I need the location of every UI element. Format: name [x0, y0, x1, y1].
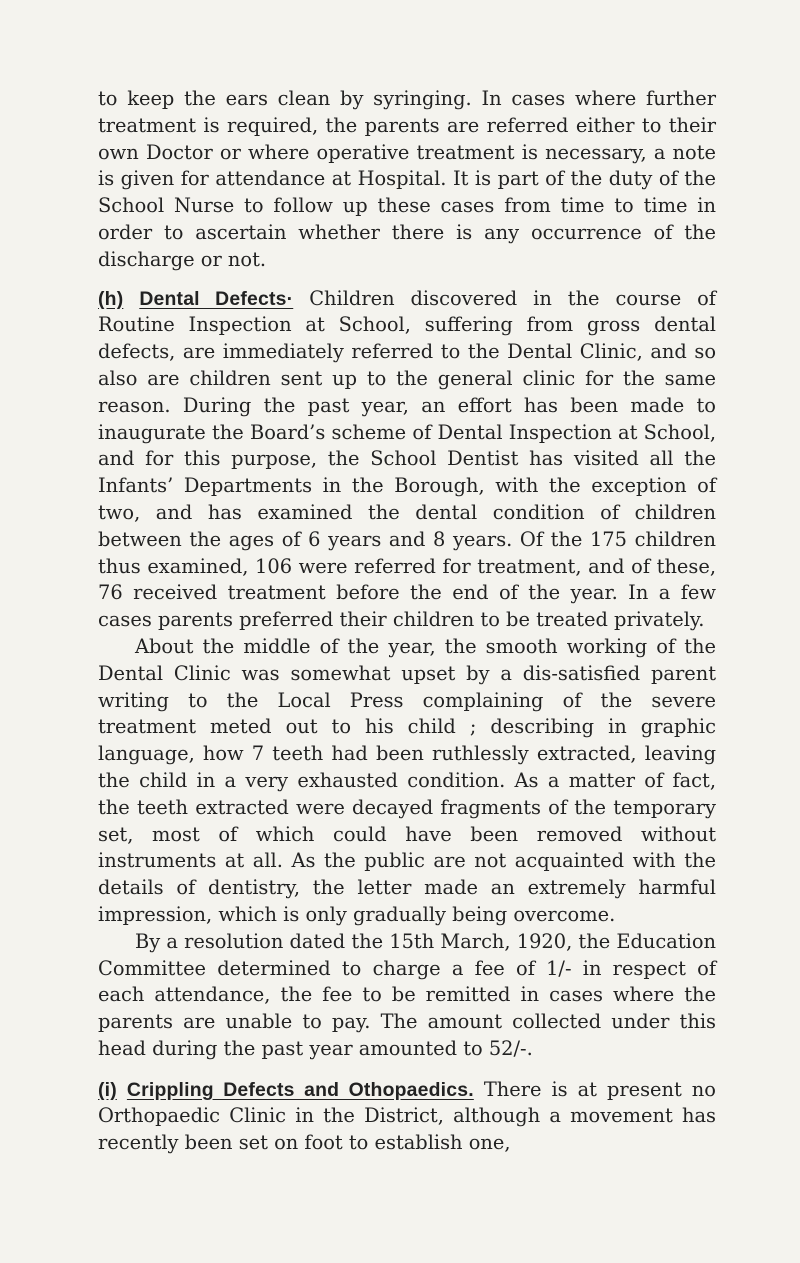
- section-h-dental-defects: [98, 286, 716, 634]
- section-i-text: There is at present no Orthopaedic Clinic in the District, although a movement has recently been set on foot to establish one,: [98, 1077, 716, 1155]
- paragraph-ear-treatment: to keep the ears clean by syringing. In cases where further treatment is required, the parents are referred either to their own Doctor or where operative treatment is necessary, a note is given for attendance at Hospital. It is part of the duty of the School Nurse to follow up these cases from time to time in order to ascertain whether there is any occurrence of the discharge or not.: [98, 87, 716, 271]
- section-h-label: (h): [98, 287, 124, 310]
- section-h-heading: Dental Defects·: [139, 287, 294, 310]
- body-text: [98, 86, 716, 1157]
- section-h-text: Children discovered in the course of Routine Inspection at School, suffering from gross dental defects, are immediately referred to the Dental Clinic, and so also are children sent up to the general clinic for the same reason. During the past year, an effort has been made to inaugurate the Board’s scheme of Dental Inspection at School, and for this purpose, the School Dentist has visited all the Infants’ Departments in the Borough, with the exception of two, and has examined the dental condition of children between the ages of 6 years and 8 years. Of the 175 children thus examined, 106 were referred for treatment, and of these, 76 received treatment before the end of the year. In a few cases parents preferred their children to be treated privately.: [98, 286, 716, 632]
- section-i-heading: Crippling Defects and Othopaedics.: [126, 1078, 474, 1101]
- section-i-label: (i): [98, 1078, 117, 1101]
- paragraph-fee-resolution: By a resolution dated the 15th March, 1920, the Education Committee determined to charge a fee of 1/- in respect of each attendance, the fee to be remitted in cases where the parents are unable to pay. The amount collected under this head during the past year amounted to 52/-.: [98, 929, 716, 1060]
- paragraph-press-complaint: About the middle of the year, the smooth working of the Dental Clinic was somewhat upset by a dis-satisfied parent writing to the Local Press complaining of the severe treatment meted out to his child ; describing in graphic language, how 7 teeth had been ruthlessly extracted, leaving the child in a very exhausted condition. As a matter of fact, the teeth extracted were decayed fragments of the temporary set, most of which could have been removed without instruments at all. As the public are not acquainted with the details of dentistry, the letter made an extremely harmful impression, which is only gradually being overcome.: [98, 634, 716, 926]
- section-i-orthopaedics: [98, 1077, 716, 1157]
